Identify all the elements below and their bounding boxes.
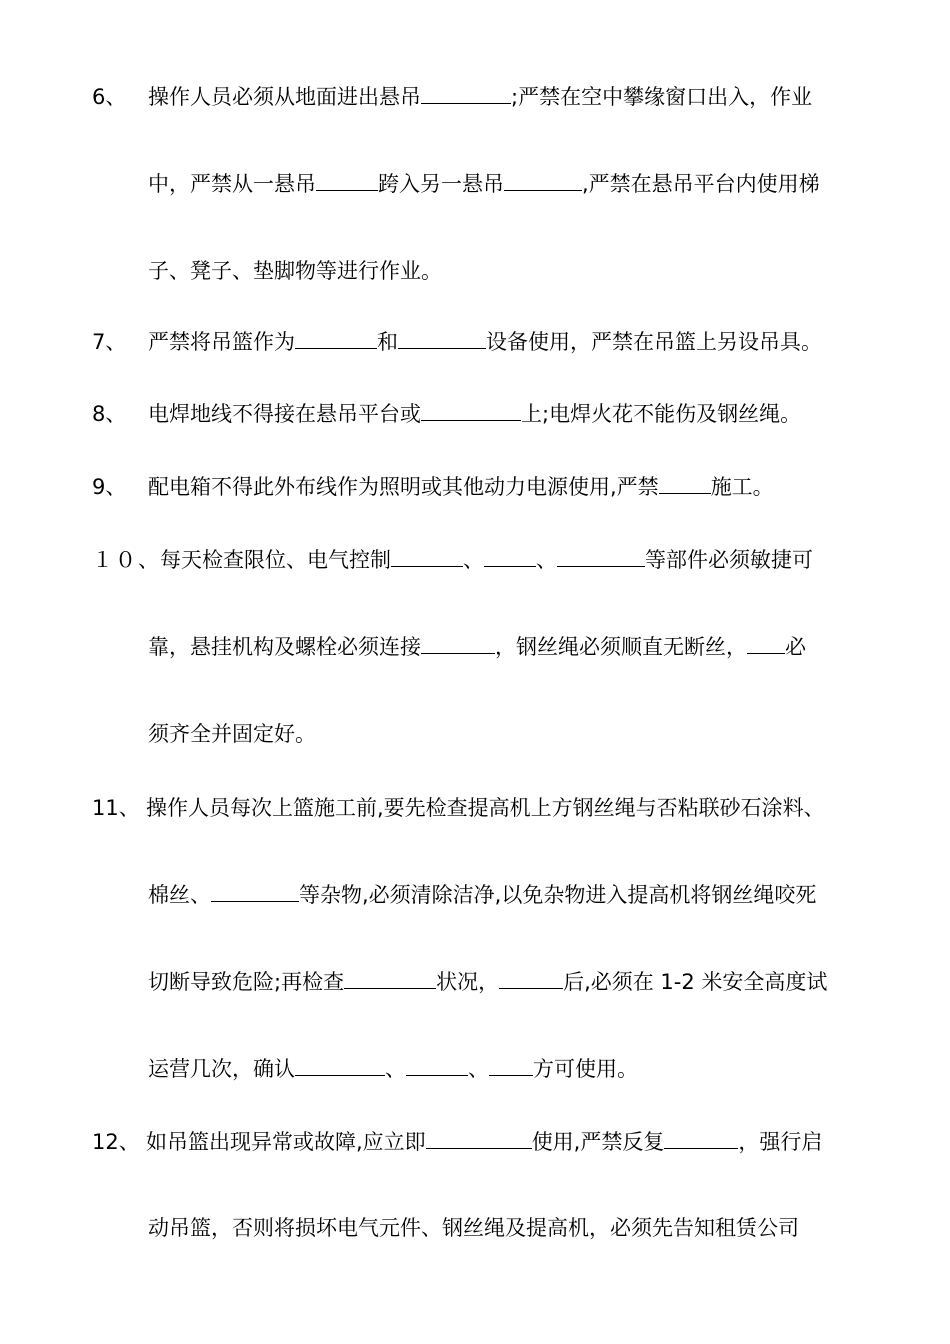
fill-blank	[426, 1129, 532, 1149]
fill-blank	[489, 1056, 533, 1076]
fill-blank	[398, 329, 486, 349]
item-text-line	[148, 1213, 799, 1243]
item-text-line	[148, 967, 827, 997]
item-text-line	[148, 169, 820, 199]
item-number: 12、	[92, 1130, 140, 1154]
text-segment: 严禁将吊篮作为	[148, 330, 295, 354]
fill-blank	[664, 1129, 738, 1149]
text-segment: 每天检查限位、电气控制	[160, 548, 391, 572]
text-segment: 动吊篮，否则将损坏电气元件、钢丝绳及提高机，必须先告知租赁公司	[148, 1216, 799, 1240]
text-segment: 配电箱不得此外布线作为照明或其他动力电源使用,严禁	[148, 475, 659, 499]
item-text-line	[160, 545, 813, 575]
text-segment: 和	[377, 330, 398, 354]
fill-blank	[557, 547, 645, 567]
fill-blank	[211, 882, 299, 902]
fill-blank	[406, 1056, 468, 1076]
text-segment: 子、凳子、垫脚物等进行作业。	[148, 259, 442, 283]
text-segment: 后,必须在 1-2 米安全高度试	[563, 970, 828, 994]
text-segment: 必	[785, 635, 806, 659]
text-segment: ，钢丝绳必须顺直无断丝，	[495, 635, 747, 659]
item-text-line	[148, 82, 812, 112]
text-segment: 设备使用，严禁在吊篮上另设吊具。	[486, 330, 822, 354]
text-segment: 中，严禁从一悬吊	[148, 172, 316, 196]
text-segment: ，强行启	[738, 1130, 823, 1154]
text-segment: 状况，	[436, 970, 500, 994]
text-segment: 棉丝、	[148, 883, 211, 907]
text-segment: 方可使用。	[533, 1057, 638, 1081]
item-text-line	[148, 880, 816, 910]
text-segment: 如吊篮出现异常或故障,应立即	[146, 1130, 426, 1154]
text-segment: 操作人员每次上篮施工前,要先检查提高机上方钢丝绳与否粘联砂石涂料、	[146, 796, 825, 820]
text-segment: 等杂物,必须清除洁净,以免杂物进入提高机将钢丝绳咬死	[299, 883, 817, 907]
fill-blank	[504, 171, 582, 191]
text-segment: 施工。	[710, 475, 774, 499]
item-text-line	[146, 1127, 822, 1157]
item-text-line	[148, 256, 442, 286]
text-segment: 使用,严禁反复	[531, 1130, 665, 1154]
item-number: 6、	[92, 85, 127, 109]
text-segment: 、	[468, 1057, 489, 1081]
fill-blank	[484, 547, 536, 567]
text-segment: 跨入另一悬吊	[378, 172, 504, 196]
text-segment: 操作人员必须从地面进出悬吊	[148, 85, 421, 109]
fill-blank	[316, 171, 378, 191]
text-segment: ,严禁在悬吊平台内使用梯	[582, 172, 820, 196]
text-segment: 靠，悬挂机构及螺栓必须连接	[148, 635, 421, 659]
item-text-line	[146, 793, 825, 823]
item-text-line	[148, 632, 806, 662]
fill-blank	[421, 401, 521, 421]
text-segment: ;严禁在空中攀缘窗口出入，作业	[511, 85, 813, 109]
item-number: 11、	[92, 796, 140, 820]
text-segment: 等部件必须敏捷可	[645, 548, 813, 572]
text-segment: 电焊地线不得接在悬吊平台或	[148, 402, 421, 426]
item-text-line	[148, 719, 316, 749]
text-segment: 运营几次，确认	[148, 1057, 295, 1081]
item-number: １０、	[92, 548, 161, 572]
item-number: 9、	[92, 475, 127, 499]
item-text-line	[148, 327, 822, 357]
fill-blank	[421, 634, 495, 654]
text-segment: 、	[385, 1057, 406, 1081]
text-segment: 、	[536, 548, 557, 572]
item-number: 7、	[92, 330, 127, 354]
text-segment: 上;电焊火花不能伤及钢丝绳。	[521, 402, 802, 426]
text-segment: 、	[463, 548, 484, 572]
item-text-line	[148, 472, 774, 502]
fill-blank	[499, 969, 563, 989]
fill-blank	[421, 84, 511, 104]
item-text-line	[148, 399, 801, 429]
text-segment: 须齐全并固定好。	[148, 722, 316, 746]
fill-blank	[295, 329, 377, 349]
fill-blank	[747, 634, 785, 654]
item-number: 8、	[92, 402, 127, 426]
fill-blank	[295, 1056, 385, 1076]
fill-blank	[391, 547, 463, 567]
fill-blank	[344, 969, 436, 989]
item-text-line	[148, 1054, 638, 1084]
text-segment: 切断导致危险;再检查	[148, 970, 345, 994]
fill-blank	[659, 474, 711, 494]
